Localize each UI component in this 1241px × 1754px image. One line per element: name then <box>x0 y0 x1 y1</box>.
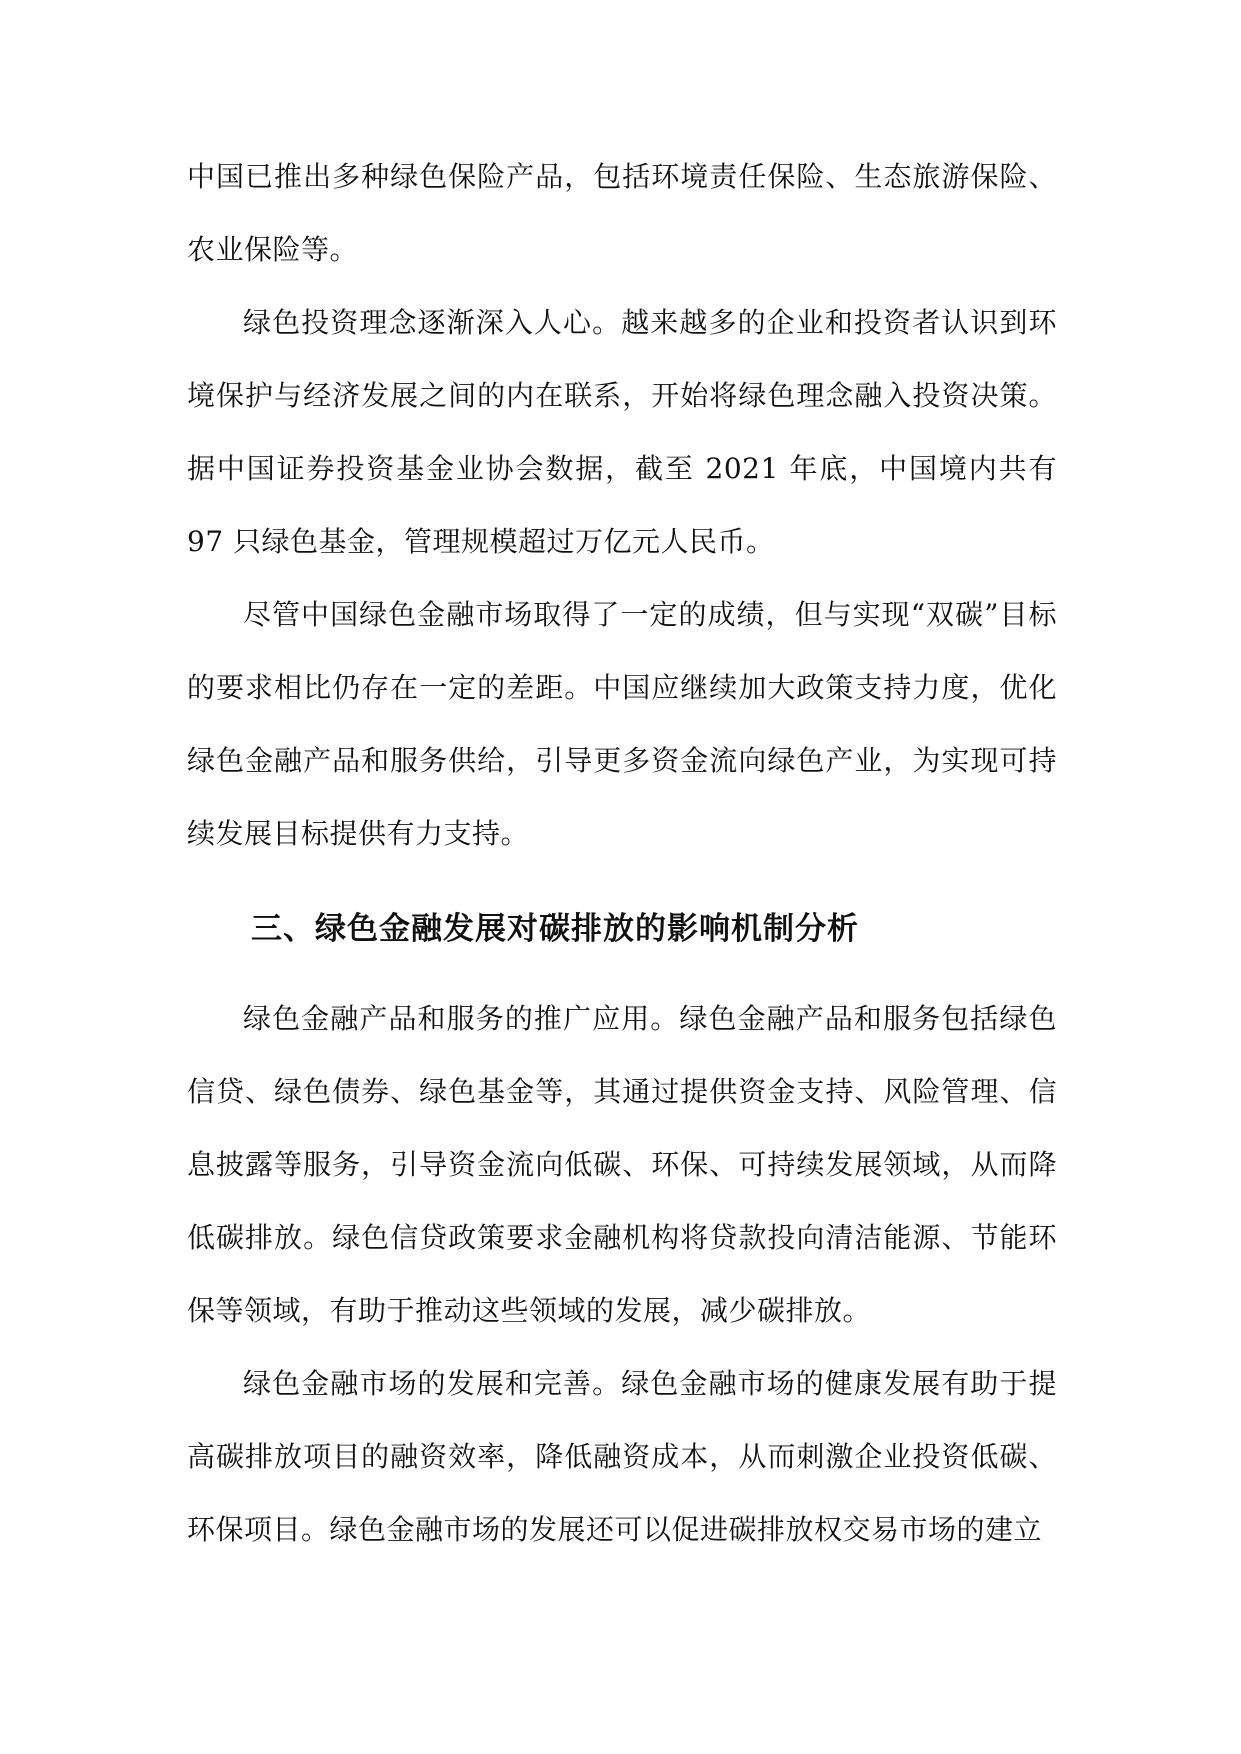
paragraph-market-development: 绿色金融市场的发展和完善。绿色金融市场的健康发展有助于提高碳排放项目的融资效率，降低融资成本，从而刺激企业投资低碳、环保项目。绿色金融市场的发展还可以促进碳排放权交易市场的建立 <box>187 1367 1057 1546</box>
paragraph-market-gap: 尽管中国绿色金融市场取得了一定的成绩，但与实现“双碳”目标的要求相比仍存在一定的差距。中国应继续加大政策支持力度，优化绿色金融产品和服务供给，引导更多资金流向绿色产业，为实现可持续发展目标提供有力支持。 <box>187 598 1057 850</box>
paragraph-products-services: 绿色金融产品和服务的推广应用。绿色金融产品和服务包括绿色信贷、绿色债券、绿色基金等，其通过提供资金支持、风险管理、信息披露等服务，引导资金流向低碳、环保、可持续发展领域，从而降低碳排放。绿色信贷政策要求金融机构将贷款投向清洁能源、节能环保等领域，有助于推动这些领域的发展，减少碳排放。 <box>187 1002 1057 1327</box>
paragraph-green-investment: 绿色投资理念逐渐深入人心。越来越多的企业和投资者认识到环境保护与经济发展之间的内在联系，开始将绿色理念融入投资决策。据中国证券投资基金业协会数据，截至 2021 年底，中国境内共有 97 只绿色基金，管理规模超过万亿元人民币。 <box>187 306 1057 558</box>
document-body <box>187 140 1057 1566</box>
section-heading: 三、绿色金融发展对碳排放的影响机制分析 <box>251 911 859 947</box>
paragraph-green-insurance: 中国已推出多种绿色保险产品，包括环境责任保险、生态旅游保险、农业保险等。 <box>187 160 1057 266</box>
